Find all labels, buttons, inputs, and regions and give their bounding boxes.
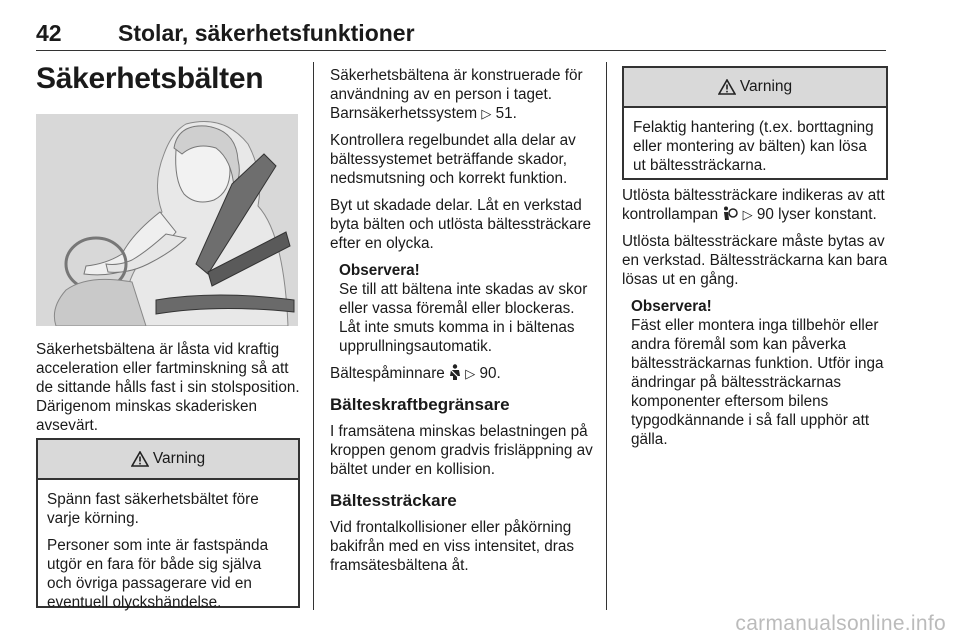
- note-text: Se till att bältena inte skadas av skor eller vassa föremål eller blockeras. Låt inte smuts komma in i bältenas upprullningsautomatik.: [339, 281, 588, 355]
- reminder-ref-page[interactable]: 90.: [479, 365, 501, 382]
- column-3: [622, 186, 888, 457]
- reminder-text: Bältespåminnare: [330, 365, 445, 382]
- warning-triangle-icon: [718, 79, 736, 95]
- indicator-ref-page[interactable]: 90: [756, 206, 774, 223]
- replace-paragraph: Byt ut skadade delar. Låt en verkstad byta bälten och utlösta bältessträckare efter en olycka.: [330, 197, 592, 252]
- warning-triangle-icon: [131, 451, 149, 467]
- warning-title-bar: [38, 440, 298, 480]
- reminder-paragraph: [330, 364, 594, 383]
- seatbelt-icon: [449, 364, 461, 380]
- indicator-paragraph: [622, 186, 888, 224]
- indicator-text-b: lyser konstant.: [778, 206, 877, 223]
- warning-box-1: [36, 438, 300, 611]
- warning-body: [38, 480, 298, 626]
- page-header: [36, 14, 886, 51]
- warning-title: Varning: [739, 78, 793, 95]
- column-divider-2: [606, 62, 607, 610]
- usage-paragraph: [330, 66, 594, 123]
- page-reference-icon: ▷: [742, 207, 753, 222]
- note-text: Fäst eller montera inga tillbehör eller andra föremål som kan påverka bältessträckarnas funktion. Utför inga ändringar på bältessträckarnas komponenter eftersom bilens typgodkännande i så fall upphör att gälla.: [631, 317, 884, 448]
- seatbelt-illustration: [36, 114, 298, 326]
- running-title: Stolar, säkerhetsfunktioner: [118, 20, 415, 46]
- usage-text: Säkerhetsbältena är konstruerade för användning av en person i taget.: [330, 67, 583, 103]
- page-reference-icon: ▷: [465, 366, 476, 381]
- note-label: Observera!: [339, 262, 420, 279]
- watermark: carmanualsonline.info: [735, 612, 946, 635]
- warning-title-bar: [624, 68, 886, 108]
- column-1: [36, 340, 300, 443]
- subheading-force-limiter: Bälteskraftbegränsare: [330, 395, 510, 414]
- warning-paragraph: Felaktig hantering (t.ex. borttagning eller montering av bälten) kan lösa ut bältessträckarna.: [633, 119, 874, 174]
- child-seat-ref-page[interactable]: 51.: [495, 105, 517, 122]
- column-2: [330, 66, 594, 583]
- airbag-lamp-icon: [722, 206, 738, 221]
- force-limiter-text: I framsätena minskas belastningen på kroppen genom gradvis frisläppning av bältet under en kollision.: [330, 423, 593, 478]
- page-number: 42: [36, 20, 62, 46]
- note-block-2: [622, 297, 888, 449]
- intro-paragraph: Säkerhetsbältena är låsta vid kraftig acceleration eller fartminskning så att de sittande hålls fast i sin stolsposition. Därigenom minskas skaderisken avsevärt.: [36, 341, 300, 434]
- warning-paragraph-1: Spänn fast säkerhetsbältet före varje körning.: [47, 491, 259, 527]
- child-seat-ref-text[interactable]: Barnsäkerhetssystem: [330, 105, 478, 122]
- inspect-paragraph: Kontrollera regelbundet alla delar av bältessystemet beträffande skador, nedsmutsning och korrekt funktion.: [330, 132, 576, 187]
- indicator-text-a: Utlösta bältessträckare indikeras av att kontrollampan: [622, 187, 885, 223]
- note-label: Observera!: [631, 298, 712, 315]
- pretensioner-text: Vid frontalkollisioner eller påkörning bakifrån med en viss intensitet, dras framsätesbältena åt.: [330, 519, 575, 574]
- section-title: Säkerhetsbälten: [36, 62, 264, 95]
- replacement-paragraph: Utlösta bältessträckare måste bytas av en verkstad. Bältessträckarna kan bara lösas ut en gång.: [622, 233, 888, 288]
- warning-title: Varning: [152, 450, 206, 467]
- column-divider-1: [313, 62, 314, 610]
- warning-box-2: [622, 66, 888, 180]
- page-reference-icon: ▷: [481, 106, 492, 121]
- note-block-1: [330, 261, 594, 356]
- warning-paragraph-2: Personer som inte är fastspända utgör en fara för både sig själva och övriga passagerare vid en eventuell olyckshändelse.: [47, 537, 269, 611]
- subheading-pretensioner: Bältessträckare: [330, 491, 457, 510]
- warning-body: [624, 108, 886, 189]
